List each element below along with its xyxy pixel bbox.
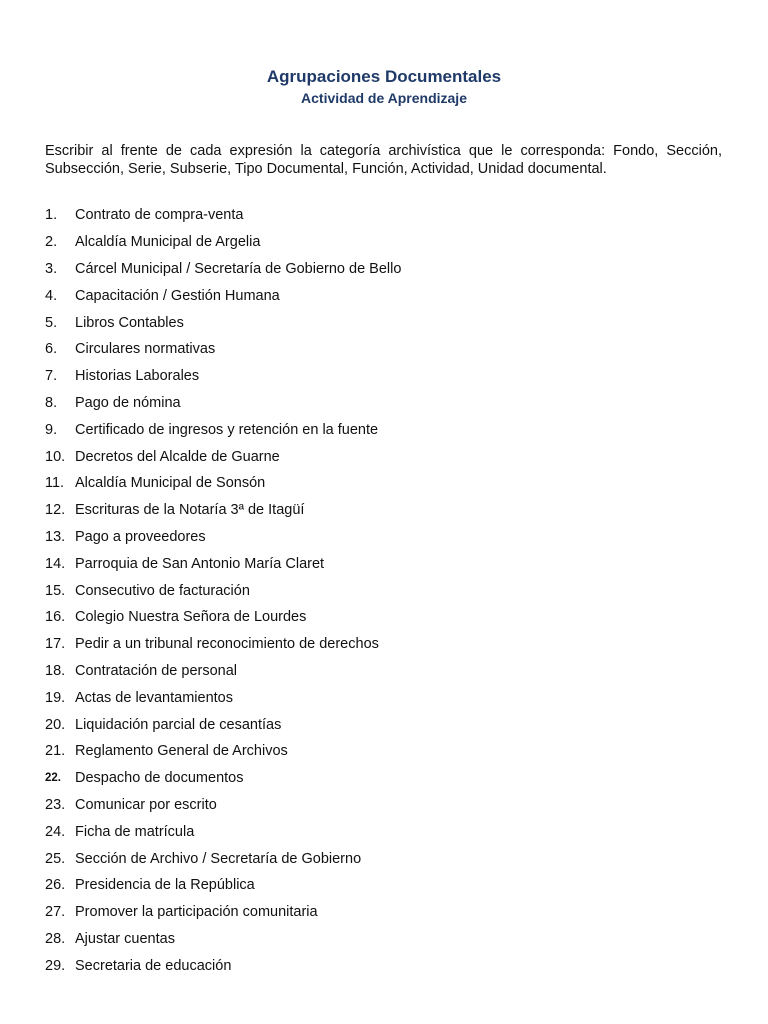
item-number: 26. <box>45 877 66 894</box>
list-item <box>45 470 725 497</box>
item-text: Contratación de personal <box>75 662 238 679</box>
list-item <box>45 309 725 336</box>
list-item <box>45 926 725 953</box>
list-item <box>45 229 725 256</box>
item-number: 19. <box>45 689 66 706</box>
list-item <box>45 872 725 899</box>
item-text: Pago de nómina <box>75 394 181 411</box>
item-number: 3. <box>45 260 58 277</box>
item-text: Cárcel Municipal / Secretaría de Gobierno de Bello <box>75 260 402 277</box>
item-text: Historias Laborales <box>75 368 200 385</box>
item-text: Capacitación / Gestión Humana <box>75 287 280 304</box>
item-text: Ajustar cuentas <box>75 930 175 947</box>
list-item <box>45 390 725 417</box>
item-text: Colegio Nuestra Señora de Lourdes <box>75 609 307 626</box>
item-text: Consecutivo de facturación <box>75 582 250 599</box>
item-text: Alcaldía Municipal de Argelia <box>75 234 261 251</box>
item-number: 29. <box>45 957 66 974</box>
item-number: 14. <box>45 555 66 572</box>
item-text: Sección de Archivo / Secretaría de Gobierno <box>75 850 362 867</box>
item-text: Pedir a un tribunal reconocimiento de derechos <box>75 636 379 653</box>
item-number: 1. <box>45 207 58 224</box>
item-text: Libros Contables <box>75 314 184 331</box>
list-item <box>45 497 725 524</box>
list-item <box>45 792 725 819</box>
item-number: 17. <box>45 636 66 653</box>
expression-list <box>45 202 725 979</box>
item-text: Reglamento General de Archivos <box>75 743 288 760</box>
document-subtitle: Actividad de Aprendizaje <box>301 90 467 106</box>
item-text: Secretaria de educación <box>75 957 232 974</box>
list-item <box>45 256 725 283</box>
list-item <box>45 658 725 685</box>
item-number: 15. <box>45 582 66 599</box>
list-item <box>45 765 725 792</box>
item-number: 18. <box>45 662 66 679</box>
item-text: Promover la participación comunitaria <box>75 904 318 921</box>
list-item <box>45 684 725 711</box>
list-item <box>45 363 725 390</box>
item-number: 16. <box>45 609 66 626</box>
list-item <box>45 738 725 765</box>
item-number: 24. <box>45 823 66 840</box>
item-text: Despacho de documentos <box>75 770 244 787</box>
list-item <box>45 416 725 443</box>
item-number: 10. <box>45 448 66 465</box>
item-number: 8. <box>45 394 58 411</box>
item-number: 25. <box>45 850 66 867</box>
document-title: Agrupaciones Documentales <box>266 67 502 86</box>
item-number: 5. <box>45 314 58 331</box>
list-item <box>45 524 725 551</box>
item-number: 2. <box>45 234 58 251</box>
list-item <box>45 202 725 229</box>
list-item <box>45 899 725 926</box>
item-number: 7. <box>45 368 58 385</box>
item-text: Actas de levantamientos <box>75 689 233 706</box>
item-number: 4. <box>45 287 58 304</box>
item-text: Ficha de matrícula <box>75 823 195 840</box>
list-item <box>45 631 725 658</box>
instructions-paragraph: Escribir al frente de cada expresión la categoría archivística que le corresponda: Fondo, Sección, Subsección, Serie, Subserie, Tipo Documental, Función, Actividad, Unidad documental. <box>45 143 722 177</box>
item-text: Circulares normativas <box>75 341 216 358</box>
item-text: Alcaldía Municipal de Sonsón <box>75 475 266 492</box>
list-item <box>45 336 725 363</box>
item-text: Contrato de compra-venta <box>75 207 244 224</box>
list-item <box>45 282 725 309</box>
item-text: Parroquia de San Antonio María Claret <box>75 555 325 572</box>
item-number: 13. <box>45 528 66 545</box>
item-number: 28. <box>45 930 66 947</box>
list-item <box>45 845 725 872</box>
item-text: Certificado de ingresos y retención en la fuente <box>75 421 379 438</box>
item-text: Presidencia de la República <box>75 877 255 894</box>
list-item <box>45 711 725 738</box>
list-item <box>45 604 725 631</box>
list-item <box>45 577 725 604</box>
item-text: Decretos del Alcalde de Guarne <box>75 448 280 465</box>
item-number: 21. <box>45 743 66 760</box>
item-text: Escrituras de la Notaría 3ª de Itagüí <box>75 502 305 519</box>
item-text: Pago a proveedores <box>75 528 206 545</box>
item-number: 11. <box>45 475 65 492</box>
list-item <box>45 443 725 470</box>
item-text: Comunicar por escrito <box>75 796 217 813</box>
item-text: Liquidación parcial de cesantías <box>75 716 282 733</box>
item-number: 9. <box>45 421 58 438</box>
item-number: 22. <box>45 772 61 785</box>
item-number: 23. <box>45 796 66 813</box>
list-item <box>45 952 725 979</box>
item-number: 12. <box>45 502 66 519</box>
list-item <box>45 550 725 577</box>
item-number: 27. <box>45 904 66 921</box>
item-number: 20. <box>45 716 66 733</box>
item-number: 6. <box>45 341 58 358</box>
list-item <box>45 818 725 845</box>
